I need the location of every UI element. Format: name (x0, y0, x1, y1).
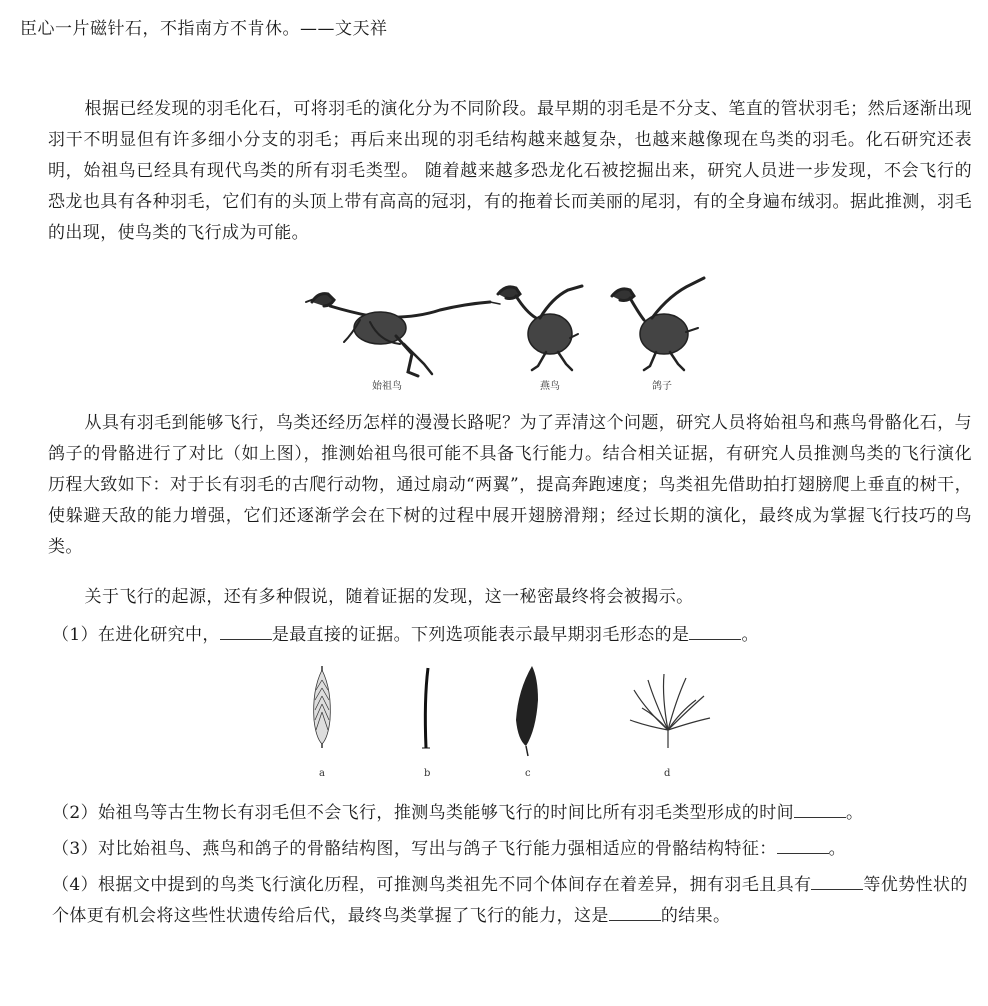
question-1-text-a: （1）在进化研究中， (52, 625, 220, 645)
question-3 (52, 834, 977, 865)
question-2-text-b: 。 (846, 803, 864, 823)
question-4 (52, 870, 977, 932)
feather-b-image (422, 668, 430, 748)
feather-b-label: b (424, 768, 431, 779)
answer-blank (811, 871, 863, 890)
swallow-bird-label: 燕鸟 (540, 381, 560, 392)
question-3-text-a: （3）对比始祖鸟、燕鸟和鸽子的骨骼结构图，写出与鸽子飞行能力强相适应的骨骼结构特征： (52, 839, 777, 859)
answer-blank (794, 799, 846, 818)
article-paragraph-2: 从具有羽毛到能够飞行，鸟类还经历怎样的漫漫长路呢？为了弄清这个问题，研究人员将始祖鸟和燕鸟骨骼化石，与鸽子的骨骼进行了对比（如上图），推测始祖鸟很可能不具备飞行能力。结合相关证据，有研究人员推测鸟类的飞行演化历程大致如下：对于长有羽毛的古爬行动物，通过扇动“两翼”，提高奔跑速度；鸟类祖先借助拍打翅膀爬上垂直的树干，使躲避天敌的能力增强，它们还逐渐学会在下树的过程中展开翅膀滑翔；经过长期的演化，最终成为掌握飞行技巧的鸟类。 (48, 413, 972, 557)
question-4-text-c: 的结果。 (660, 906, 731, 926)
feather-d-image (630, 674, 710, 748)
question-1-text-b: 是最直接的证据。下列选项能表示最早期羽毛形态的是 (271, 625, 690, 645)
answer-blank (689, 621, 741, 640)
article-paragraph-1: 根据已经发现的羽毛化石，可将羽毛的演化分为不同阶段。最早期的羽毛是不分支、笔直的管状羽毛；然后逐渐出现羽干不明显但有许多细小分支的羽毛；再后来出现的羽毛结构越来越复杂，也越来越像现在鸟类的羽毛。化石研究还表明，始祖鸟已经具有现代鸟类的所有羽毛类型。 随着越来越多恐龙化石被挖掘出来，研究人员进一步发现，不会飞行的恐龙也具有各种羽毛，它们有的头顶上带有高高的冠羽，有的拖着长而美丽的尾羽，有的全身遍布绒羽。据此推测，羽毛的出现，使鸟类的飞行成为可能。 (48, 99, 972, 243)
swallow-bird-skeleton-image (498, 286, 582, 370)
feather-c-label: c (525, 768, 531, 779)
answer-blank (220, 621, 272, 640)
question-2 (52, 798, 977, 829)
feather-a-image (314, 666, 331, 748)
answer-blank (777, 835, 829, 854)
bird-skeleton-figure (300, 272, 720, 397)
feather-options-figure (296, 660, 716, 788)
question-1-text-c: 。 (741, 625, 759, 645)
archaeopteryx-label: 始祖鸟 (372, 381, 402, 392)
question-4-text-b: 等优势性状的个体更有机会将这些性状遗传给后代，最终鸟类掌握了飞行的能力，这是 (52, 875, 968, 926)
question-3-text-b: 。 (828, 839, 847, 859)
archaeopteryx-skeleton-image (306, 294, 500, 376)
answer-blank (609, 902, 661, 921)
header-quote: 臣心一片磁针石，不指南方不肯休。——文天祥 (20, 19, 388, 39)
article-paragraph-3: 关于飞行的起源，还有多种假说，随着证据的发现，这一秘密最终将会被揭示。 (84, 587, 694, 607)
feather-c-image (516, 666, 538, 756)
feather-d-label: d (664, 768, 671, 779)
question-4-text-a: （4）根据文中提到的鸟类飞行演化历程，可推测鸟类祖先不同个体间存在着差异，拥有羽毛且具有 (52, 875, 812, 895)
feather-a-label: a (319, 768, 325, 779)
pigeon-label: 鸽子 (652, 381, 672, 392)
pigeon-skeleton-image (612, 278, 704, 370)
question-1 (52, 620, 977, 651)
question-2-text-a: （2）始祖鸟等古生物长有羽毛但不会飞行，推测鸟类能够飞行的时间比所有羽毛类型形成的时间 (52, 803, 795, 823)
